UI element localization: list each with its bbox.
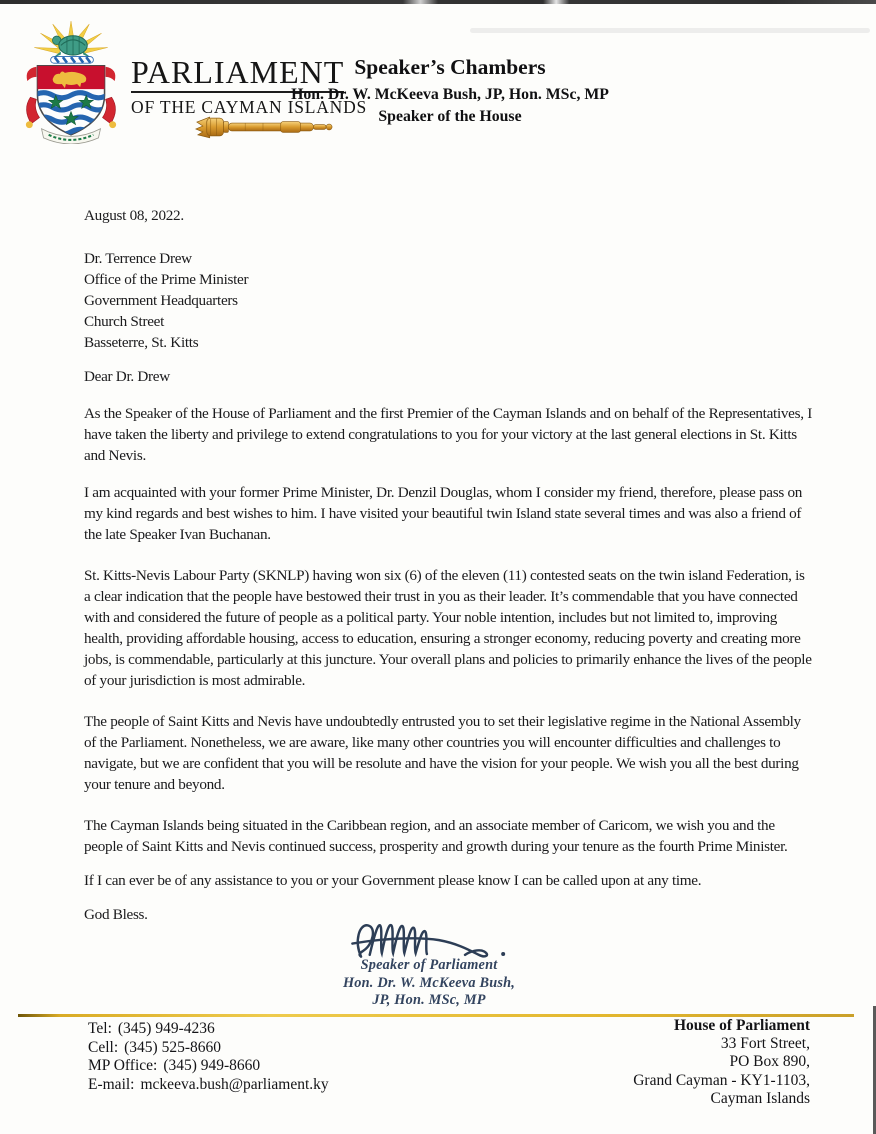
- scan-edge-artifact-top: [0, 0, 876, 4]
- body-paragraph: As the Speaker of the House of Parliament and the first Premier of the Cayman Islands and on behalf of the Representatives, I have taken the liberty and privilege to extend congratulations to you for your victory at the last general elections in St. Kitts and Nevis.: [84, 405, 812, 464]
- org-subtitle: OF THE CAYMAN ISLANDS: [131, 96, 368, 117]
- signature-block: [298, 957, 560, 1010]
- org-name: PARLIAMENT: [131, 56, 344, 93]
- speaker-role: Speaker of the House: [378, 108, 522, 125]
- recipient-line: Government Headquarters: [84, 292, 238, 309]
- contact-label: E-mail:: [88, 1075, 135, 1093]
- recipient-line: Dr. Terrence Drew: [84, 250, 192, 267]
- letter-body: [84, 205, 814, 925]
- contact-value: (345) 949-8660: [163, 1057, 261, 1075]
- contact-row: [88, 1076, 329, 1095]
- recipient-address: [84, 248, 814, 353]
- scan-smudge: [470, 28, 870, 33]
- contact-row: [88, 1057, 329, 1076]
- contact-value: (345) 525-8660: [124, 1038, 222, 1056]
- contact-row: [88, 1020, 329, 1039]
- closing: God Bless.: [84, 906, 148, 923]
- signature-title: Speaker of Parliament: [360, 957, 498, 973]
- contact-label: Tel:: [88, 1020, 112, 1037]
- contact-info: [88, 1020, 329, 1094]
- body-paragraph: St. Kitts-Nevis Labour Party (SKNLP) having won six (6) of the eleven (11) contested seats on the twin island Federation, is a clear indication that the people have bestowed their trust in you as their leader. It’s commendable that you have connected with and considered the future of people as a political party. Your noble intention, includes but not limited to, improving health, providing affordable housing, access to education, ensuring a stronger economy, reducing poverty and creating more jobs, is commendable, particularly at this juncture. Your overall plans and policies to primarily enhance the lives of the people of your jurisdiction is most admirable.: [84, 567, 812, 689]
- contact-label: Cell:: [88, 1038, 119, 1056]
- salutation: Dear Dr. Drew: [84, 368, 170, 385]
- chambers-title: Speaker’s Chambers: [354, 55, 546, 79]
- recipient-line: Office of the Prime Minister: [84, 271, 249, 288]
- letter-date: August 08, 2022.: [84, 207, 184, 224]
- contact-row: [88, 1039, 329, 1058]
- contact-value: (345) 949-4236: [117, 1020, 215, 1037]
- body-paragraph: The people of Saint Kitts and Nevis have undoubtedly entrusted you to set their legislative regime in the National Assembly of the Parliament. Nonetheless, we are aware, like many other countries you will encounter difficulties and challenges to navigate, but we are confident that you will be resolute and have the vision for your people. We wish you all the best during your tenure and beyond.: [84, 713, 801, 793]
- coat-of-arms-icon: [14, 20, 128, 144]
- recipient-line: Church Street: [84, 313, 165, 330]
- signature-name: Hon. Dr. W. McKeeva Bush,: [342, 974, 516, 991]
- address-line: PO Box 890,: [729, 1053, 810, 1071]
- body-paragraph: If I can ever be of any assistance to you or your Government please know I can be called upon at any time.: [84, 872, 702, 889]
- contact-value: mckeeva.bush@parliament.ky: [140, 1075, 329, 1093]
- letterhead-center: [170, 55, 730, 126]
- address-title: House of Parliament: [673, 1017, 810, 1034]
- speaker-name: Hon. Dr. W. McKeeva Bush, JP, Hon. MSc, MP: [291, 86, 609, 103]
- body-paragraph: I am acquainted with your former Prime Minister, Dr. Denzil Douglas, whom I consider my friend, therefore, please pass on my kind regards and best wishes to him. I have visited your beautiful twin Island state several times and was also a friend of the late Speaker Ivan Buchanan.: [84, 484, 803, 543]
- contact-label: MP Office:: [88, 1057, 158, 1075]
- address-line: Grand Cayman - KY1-1103,: [633, 1071, 810, 1089]
- body-paragraph: The Cayman Islands being situated in the Caribbean region, and an associate member of Caricom, we wish you and the people of Saint Kitts and Nevis continued success, prosperity and growth during your tenure as the fourth Prime Minister.: [84, 817, 788, 855]
- signature-credentials: JP, Hon. MSc, MP: [372, 992, 486, 1009]
- address-line: Cayman Islands: [710, 1089, 810, 1107]
- recipient-line: Basseterre, St. Kitts: [84, 334, 199, 351]
- parliament-address: [633, 1017, 810, 1108]
- address-line: 33 Fort Street,: [720, 1035, 810, 1053]
